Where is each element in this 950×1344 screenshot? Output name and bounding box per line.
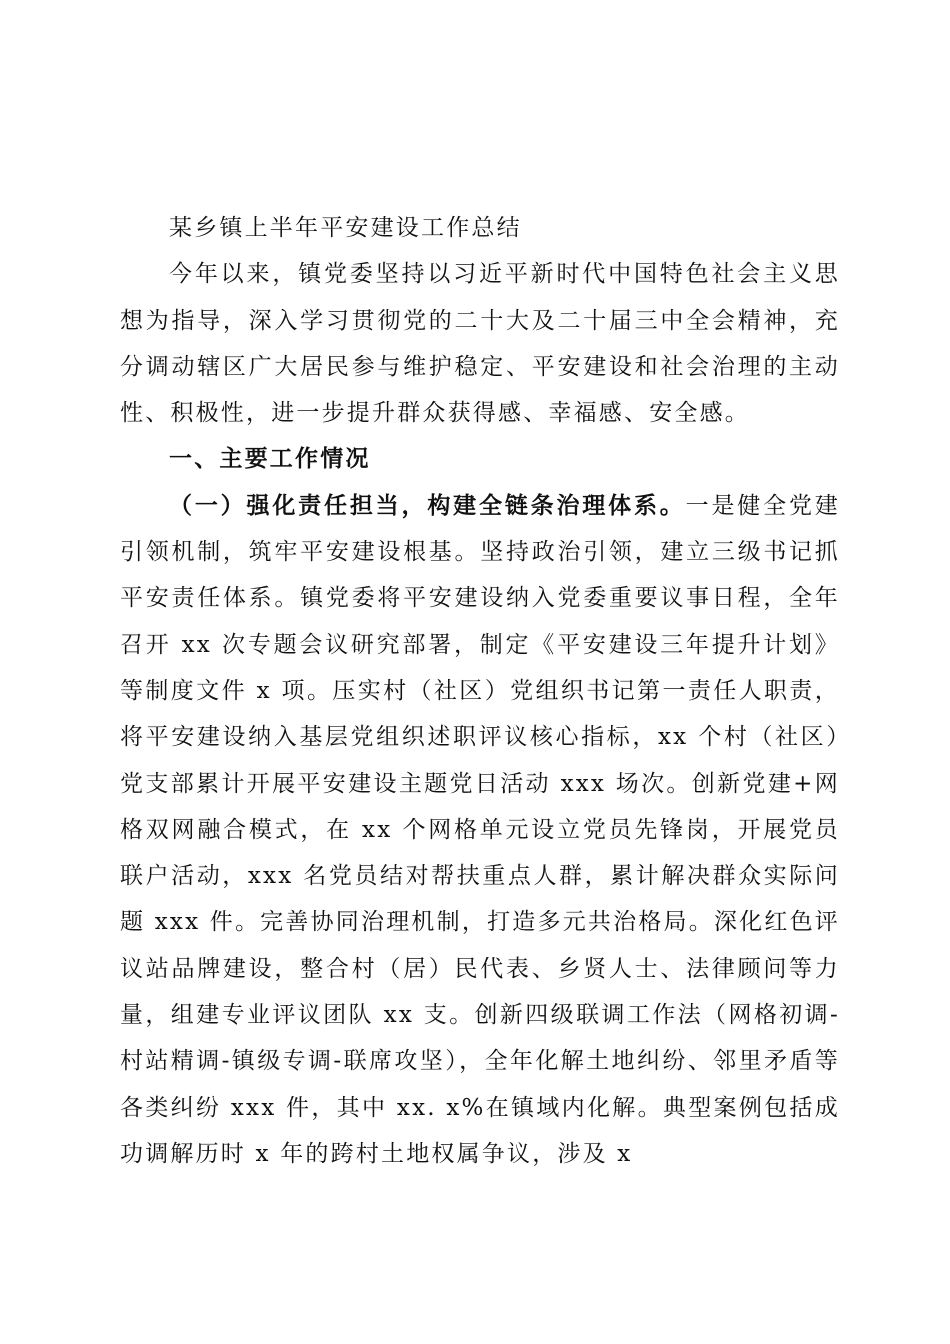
intro-paragraph: 今年以来，镇党委坚持以习近平新时代中国特色社会主义思想为指导，深入学习贯彻党的二十大及二十届三中全会精神，充分调动辖区广大居民参与维护稳定、平安建设和社会治理的主动性、积极性，进一步提升群众获得感、幸福感、安全感。 xyxy=(120,261,840,427)
document-body xyxy=(120,205,840,1177)
subsection-body: 一是健全党建引领机制，筑牢平安建设根基。坚持政治引领，建立三级书记抓平安责任体系。镇党委将平安建设纳入党委重要议事日程，全年召开 xx 次专题会议研究部署，制定《平安建设三年提升计划》等制度文件 x 项。压实村（社区）党组织书记第一责任人职责，将平安建设纳入基层党组织述职评议核心指标，xx 个村（社区）党支部累计开展平安建设主题党日活动 xxx 场次。创新党建+网格双网融合模式，在 xx 个网格单元设立党员先锋岗，开展党员联户活动，xxx 名党员结对帮扶重点人群，累计解决群众实际问题 xxx 件。完善协同治理机制，打造多元共治格局。深化红色评议站品牌建设，整合村（居）民代表、乡贤人士、法律顾问等力量，组建专业评议团队 xx 支。创新四级联调工作法（网格初调-村站精调-镇级专调-联席攻坚），全年化解土地纠纷、邻里矛盾等各类纠纷 xxx 件，其中 xx. x%在镇域内化解。典型案例包括成功调解历时 x 年的跨村土地权属争议，涉及 x xyxy=(120,492,841,1167)
subsection-paragraph xyxy=(120,483,840,1177)
section-heading: 一、主要工作情况 xyxy=(169,446,371,473)
subsection-lead: （一）强化责任担当，构建全链条治理体系。 xyxy=(169,491,686,519)
document-title: 某乡镇上半年平安建设工作总结 xyxy=(169,215,522,241)
